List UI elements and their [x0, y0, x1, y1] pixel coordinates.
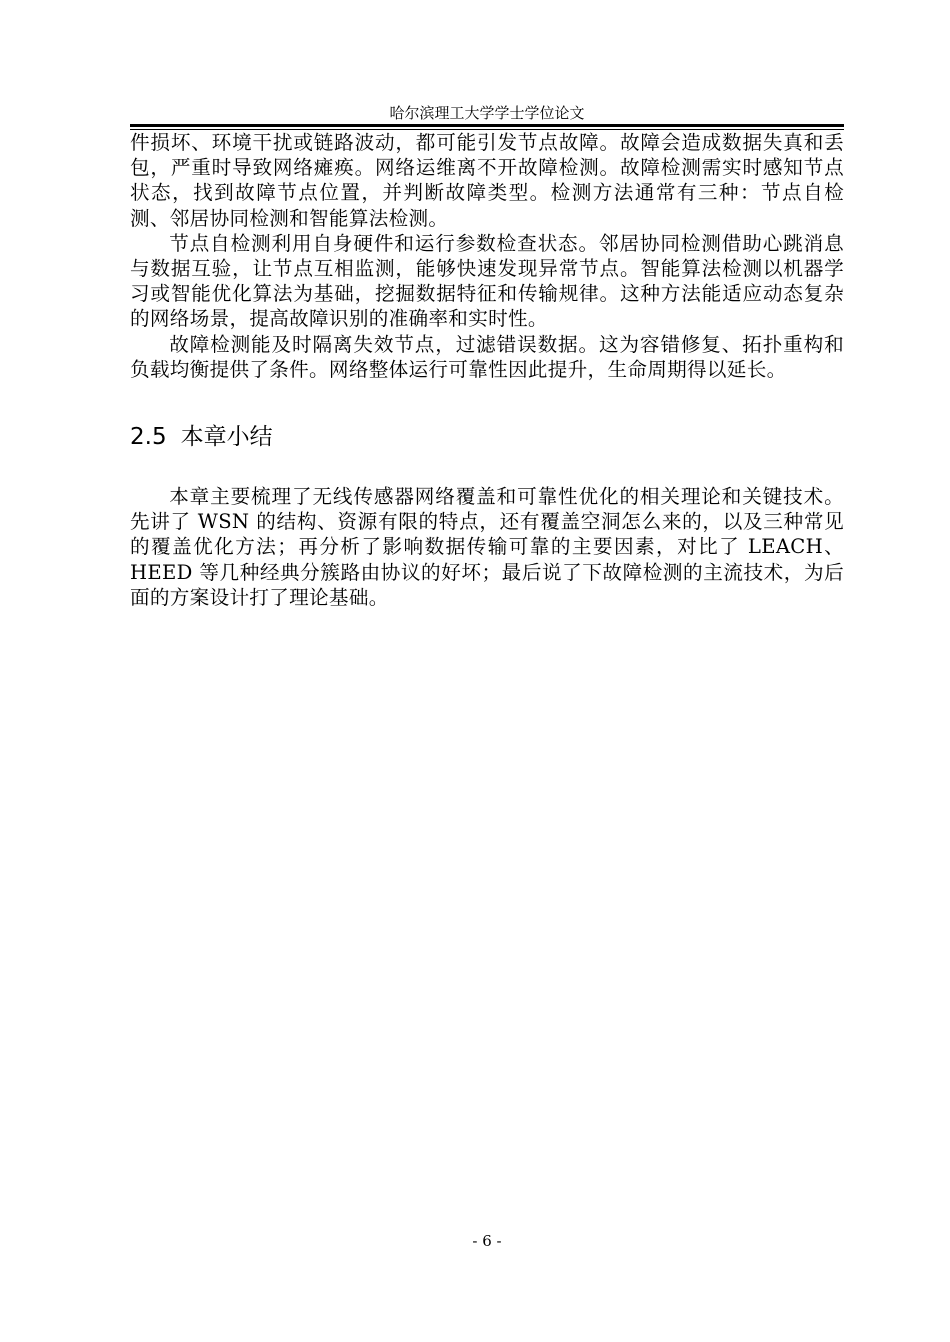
- body-block-summary: [130, 484, 844, 610]
- paragraph: 故障检测能及时隔离失效节点，过滤错误数据。这为容错修复、拓扑重构和负载均衡提供了条件。网络整体运行可靠性因此提升，生命周期得以延长。: [130, 332, 844, 381]
- page-number: - 6 -: [472, 1232, 502, 1250]
- section-heading: [130, 422, 273, 452]
- paragraph: 节点自检测利用自身硬件和运行参数检查状态。邻居协同检测借助心跳消息与数据互验，让节点互相监测，能够快速发现异常节点。智能算法检测以机器学习或智能优化算法为基础，挖掘数据特征和传输规律。这种方法能适应动态复杂的网络场景，提高故障识别的准确率和实时性。: [130, 231, 844, 331]
- paragraph-continued: 件损坏、环境干扰或链路波动，都可能引发节点故障。故障会造成数据失真和丢包，严重时导致网络瘫痪。网络运维离不开故障检测。故障检测需实时感知节点状态，找到故障节点位置，并判断故障类型。检测方法通常有三种：节点自检测、邻居协同检测和智能算法检测。: [130, 131, 844, 230]
- header-rule-thick: [130, 124, 844, 127]
- running-header: 哈尔滨理工大学学士学位论文: [389, 104, 585, 122]
- body-block-continued: [130, 130, 844, 382]
- paragraph: 本章主要梳理了无线传感器网络覆盖和可靠性优化的相关理论和关键技术。先讲了 WSN 的结构、资源有限的特点，还有覆盖空洞怎么来的，以及三种常见的覆盖优化方法；再分析了影响数据传输可靠的主要因素，对比了 LEACH、HEED 等几种经典分簇路由协议的好坏；最后说了下故障检测的主流技术，为后面的方案设计打了理论基础。: [130, 485, 844, 609]
- section-number: 2.5: [130, 424, 167, 450]
- section-title: 本章小结: [180, 424, 273, 450]
